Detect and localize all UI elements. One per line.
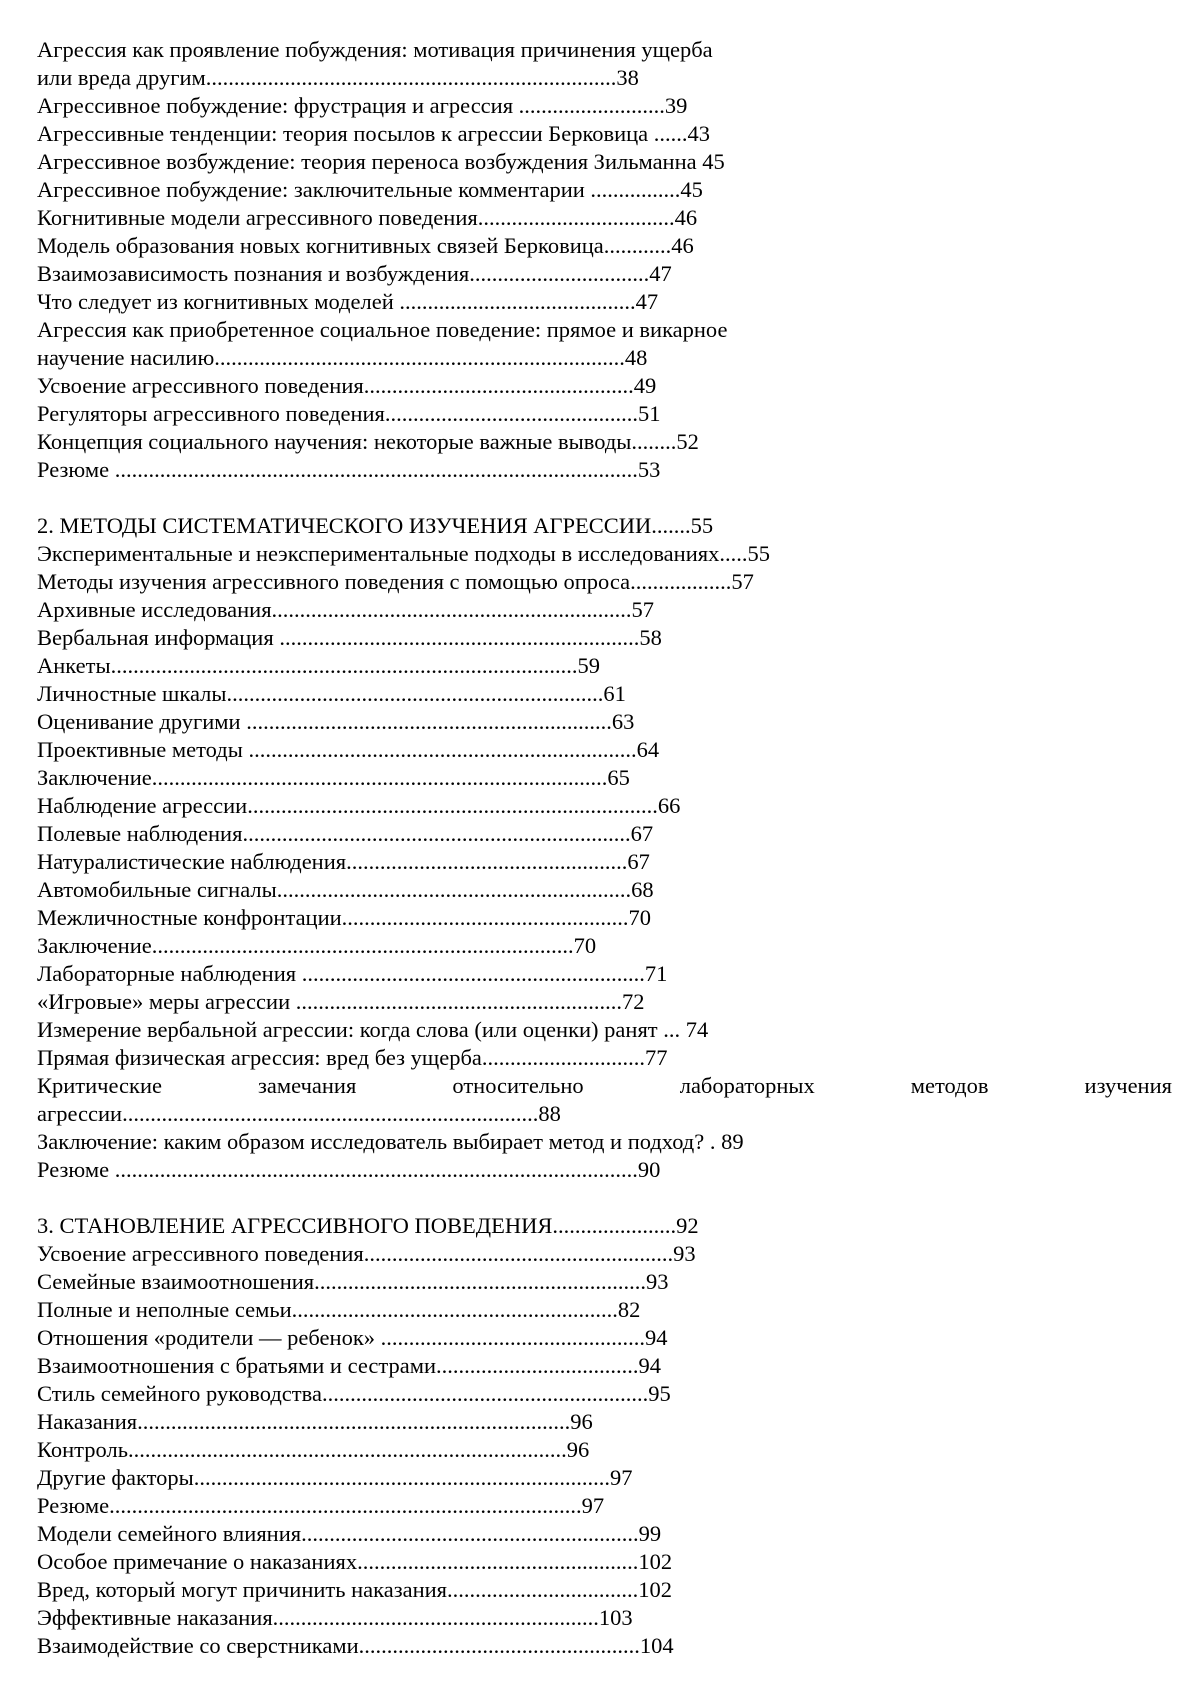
toc-entry: Анкеты...................................................................................59 [37, 653, 600, 678]
toc-entry: Вербальная информация ................................................................58 [37, 625, 662, 650]
toc-entry: Лабораторные наблюдения .............................................................71 [37, 961, 668, 986]
toc-entry: Экспериментальные и неэкспериментальные подходы в исследованиях.....55 [37, 541, 770, 566]
toc-entry: Резюме....................................................................................97 [37, 1493, 605, 1518]
toc-entry: Регуляторы агрессивного поведения.............................................51 [37, 401, 661, 426]
toc-entry: Архивные исследования................................................................57 [37, 597, 655, 622]
toc-entry: Резюме .............................................................................................90 [37, 1157, 661, 1182]
toc-entry: Стиль семейного руководства..........................................................95 [37, 1381, 671, 1406]
toc-entry: Агрессия как приобретенное социальное поведение: прямое и викарное [37, 317, 728, 342]
toc-justified-line [37, 1072, 1172, 1100]
toc-entry: Вред, который могут причинить наказания..................................102 [37, 1577, 673, 1602]
toc-entry: Агрессивное возбуждение: теория переноса возбуждения Зильманна 45 [37, 149, 725, 174]
toc-entry: Эффективные наказания..........................................................103 [37, 1605, 633, 1630]
toc-entry: Контроль..............................................................................96 [37, 1437, 590, 1462]
toc-entry: 2. МЕТОДЫ СИСТЕМАТИЧЕСКОГО ИЗУЧЕНИЯ АГРЕССИИ.......55 [37, 513, 714, 538]
toc-entry: Наблюдение агрессии.........................................................................66 [37, 793, 681, 818]
toc-entry: Когнитивные модели агрессивного поведения...................................46 [37, 205, 698, 230]
toc-entry: Проективные методы .....................................................................64 [37, 737, 660, 762]
toc-entry-word: методов [910, 1073, 989, 1098]
toc-section-3 [37, 1212, 1172, 1660]
toc-entry: Агрессивное побуждение: заключительные комментарии ................45 [37, 177, 703, 202]
toc-entry: Заключение...........................................................................70 [37, 933, 597, 958]
toc-entry: Взаимоотношения с братьями и сестрами....................................94 [37, 1353, 662, 1378]
toc-entry-word: изучения [1084, 1073, 1172, 1098]
toc-entry: Усвоение агрессивного поведения................................................49 [37, 373, 657, 398]
toc-entry-word: Критические [37, 1073, 162, 1098]
section-spacer [37, 484, 1172, 512]
toc-entry: Другие факторы..........................................................................97 [37, 1465, 633, 1490]
toc-entry: Агрессивные тенденции: теория посылов к агрессии Берковица ......43 [37, 121, 711, 146]
toc-entry: Резюме .............................................................................................53 [37, 457, 661, 482]
section-spacer [37, 1184, 1172, 1212]
toc-entry: Что следует из когнитивных моделей ..........................................47 [37, 289, 659, 314]
toc-section-2 [37, 512, 1172, 1072]
toc-entry: Модели семейного влияния............................................................99 [37, 1521, 662, 1546]
toc-page [37, 36, 1172, 1660]
toc-entry: Семейные взаимоотношения...........................................................93 [37, 1269, 669, 1294]
toc-entry: Методы изучения агрессивного поведения с помощью опроса..................57 [37, 569, 754, 594]
toc-entry: Наказания.............................................................................96 [37, 1409, 593, 1434]
toc-entry-word: относительно [452, 1073, 584, 1098]
toc-entry: Особое примечание о наказаниях..................................................102 [37, 1549, 673, 1574]
toc-entry: Заключение: каким образом исследователь выбирает метод и подход? . 89 [37, 1129, 744, 1154]
toc-entry: агрессии..........................................................................88 [37, 1101, 561, 1126]
toc-entry-word: замечания [258, 1073, 357, 1098]
toc-entry: или вреда другим.........................................................................38 [37, 65, 639, 90]
toc-entry: Заключение.................................................................................65 [37, 765, 630, 790]
toc-entry: Оценивание другими .................................................................63 [37, 709, 635, 734]
toc-entry: Прямая физическая агрессия: вред без ущерба.............................77 [37, 1045, 668, 1070]
toc-entry: 3. СТАНОВЛЕНИЕ АГРЕССИВНОГО ПОВЕДЕНИЯ......................92 [37, 1213, 699, 1238]
toc-entry: Отношения «родители — ребенок» ...............................................94 [37, 1325, 668, 1350]
toc-entry: Личностные шкалы...................................................................61 [37, 681, 626, 706]
toc-entry: Полные и неполные семьи..........................................................82 [37, 1297, 641, 1322]
toc-entry: Агрессивное побуждение: фрустрация и агрессия ..........................39 [37, 93, 688, 118]
toc-entry: Концепция социального научения: некоторые важные выводы........52 [37, 429, 699, 454]
toc-section-1 [37, 36, 1172, 484]
toc-entry-word: лабораторных [679, 1073, 815, 1098]
toc-entry: научение насилию.........................................................................48 [37, 345, 648, 370]
toc-entry: Усвоение агрессивного поведения.......................................................93 [37, 1241, 696, 1266]
toc-entry: Полевые наблюдения.....................................................................67 [37, 821, 654, 846]
toc-entry: Модель образования новых когнитивных связей Берковица............46 [37, 233, 694, 258]
toc-entry: «Игровые» меры агрессии ..........................................................72 [37, 989, 645, 1014]
toc-entry: Измерение вербальной агрессии: когда слова (или оценки) ранят ... 74 [37, 1017, 709, 1042]
toc-entry: Взаимодействие со сверстниками..................................................104 [37, 1633, 674, 1658]
toc-entry: Межличностные конфронтации...................................................70 [37, 905, 652, 930]
toc-entry: Агрессия как проявление побуждения: мотивация причинения ущерба [37, 37, 713, 62]
toc-entry: Автомобильные сигналы...............................................................68 [37, 877, 654, 902]
toc-section-2-continued [37, 1100, 1172, 1184]
toc-entry: Взаимозависимость познания и возбуждения................................47 [37, 261, 672, 286]
toc-entry: Натуралистические наблюдения..................................................67 [37, 849, 650, 874]
